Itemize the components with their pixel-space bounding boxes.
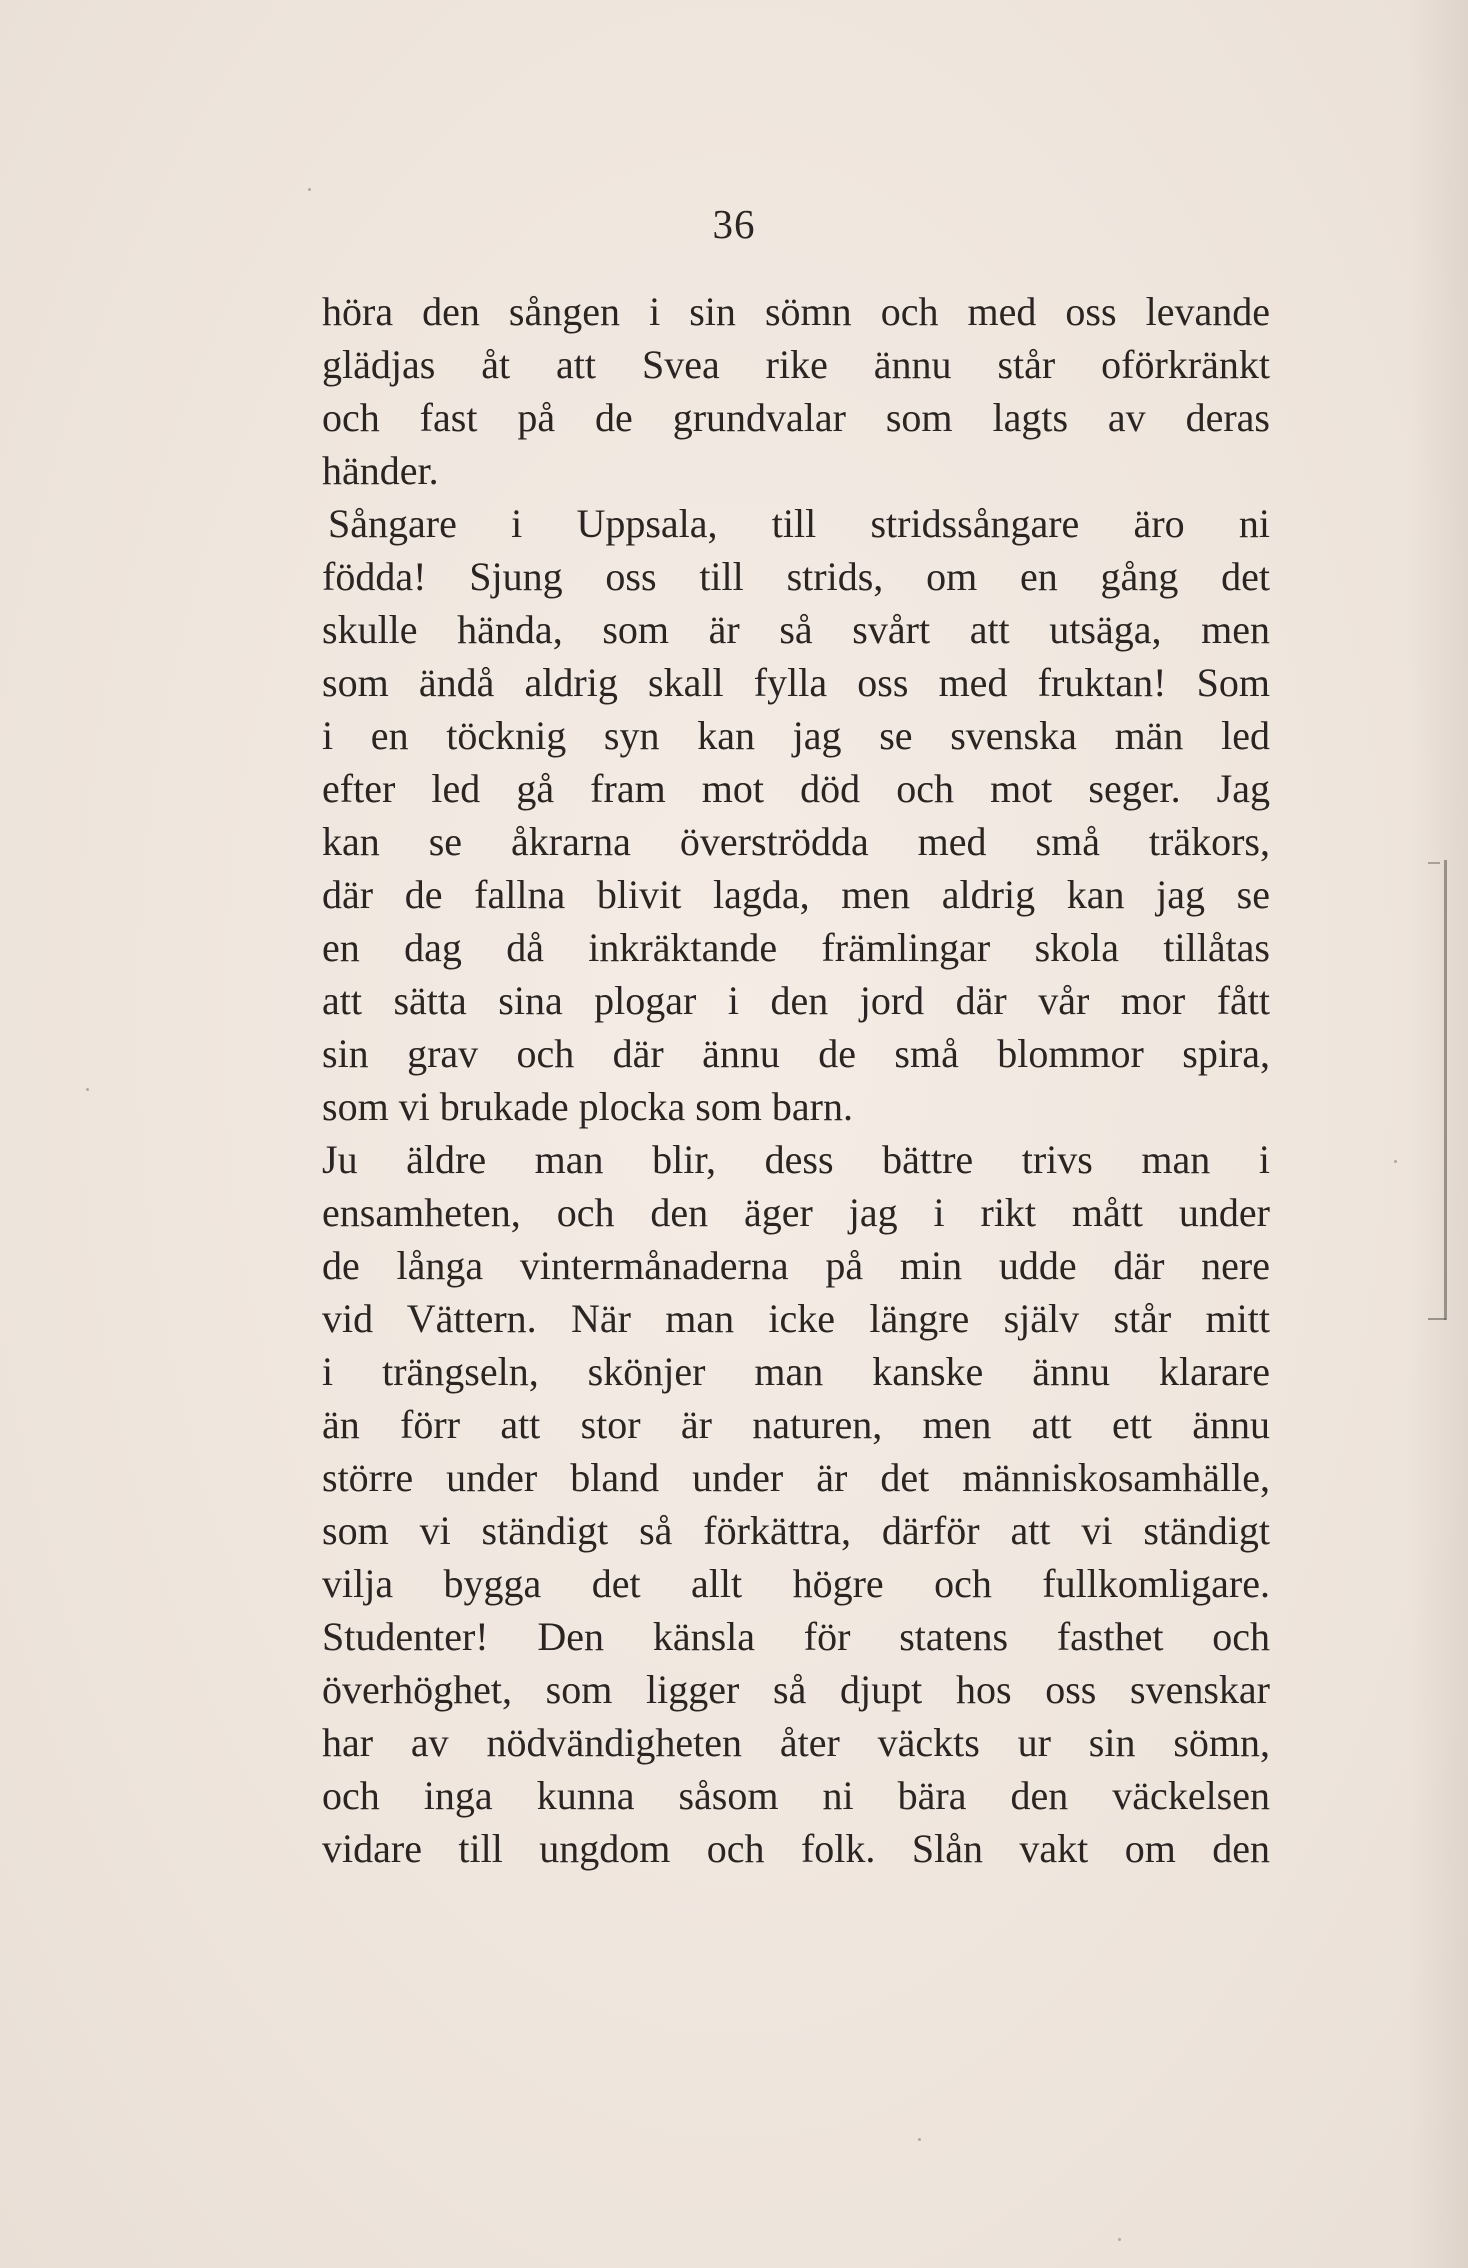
paper-speck — [1118, 2238, 1121, 2241]
text-line: födda! Sjung oss till strids, om en gång det — [322, 554, 1270, 599]
text-line: Sångare i Uppsala, till stridssångare äro ni — [328, 501, 1270, 546]
text-line: större under bland under är det människosamhälle, — [322, 1455, 1270, 1500]
text-line: ensamheten, och den äger jag i rikt mått under — [322, 1190, 1270, 1235]
text-line: och fast på de grundvalar som lagts av deras — [322, 395, 1270, 440]
text-line: Studenter! Den känsla för statens fasthet och — [322, 1614, 1270, 1659]
paper-speck — [918, 2138, 921, 2141]
page-number: 36 — [712, 201, 756, 247]
text-line: än förr att stor är naturen, men att ett ännu — [322, 1402, 1270, 1447]
text-line: händer. — [322, 448, 439, 493]
page-edge-shadow — [1408, 0, 1468, 2268]
text-line: där de fallna blivit lagda, men aldrig kan jag se — [322, 872, 1270, 917]
paper-speck — [308, 188, 311, 191]
margin-bracket-line — [1444, 860, 1447, 1320]
text-line: överhöghet, som ligger så djupt hos oss svenskar — [322, 1667, 1270, 1712]
paper-speck — [86, 1088, 89, 1091]
text-line: har av nödvändigheten åter väckts ur sin sömn, — [322, 1720, 1270, 1765]
text-line: de långa vintermånaderna på min udde där nere — [322, 1243, 1270, 1288]
paper-speck — [1394, 1160, 1397, 1163]
text-line: sin grav och där ännu de små blommor spira, — [322, 1031, 1270, 1076]
text-line: kan se åkrarna överströdda med små träkors, — [322, 819, 1270, 864]
text-line: att sätta sina plogar i den jord där vår mor fått — [322, 978, 1270, 1023]
text-line: vilja bygga det allt högre och fullkomligare. — [322, 1561, 1270, 1606]
text-line: skulle hända, som är så svårt att utsäga, men — [322, 607, 1270, 652]
text-line: som vi brukade plocka som barn. — [322, 1084, 853, 1129]
text-line: vid Vättern. När man icke längre själv står mitt — [322, 1296, 1270, 1341]
text-line: Ju äldre man blir, dess bättre trivs man i — [322, 1137, 1270, 1182]
text-line: efter led gå fram mot död och mot seger. Jag — [322, 766, 1270, 811]
text-line: i en töcknig syn kan jag se svenska män led — [322, 713, 1270, 758]
text-line: i trängseln, skönjer man kanske ännu klarare — [322, 1349, 1270, 1394]
text-line: som vi ständigt så förkättra, därför att vi ständigt — [322, 1508, 1270, 1553]
margin-bracket-bottom-tick — [1428, 1318, 1446, 1320]
text-line: glädjas åt att Svea rike ännu står oförkränkt — [322, 342, 1270, 387]
text-line: höra den sången i sin sömn och med oss levande — [322, 289, 1270, 334]
margin-bracket-top-tick — [1428, 862, 1440, 864]
text-line: vidare till ungdom och folk. Slån vakt om den — [322, 1826, 1270, 1871]
body-text — [322, 285, 1270, 1875]
text-line: och inga kunna såsom ni bära den väckelsen — [322, 1773, 1270, 1818]
text-line: som ändå aldrig skall fylla oss med fruktan! Som — [322, 660, 1270, 705]
text-line: en dag då inkräktande främlingar skola tillåtas — [322, 925, 1270, 970]
